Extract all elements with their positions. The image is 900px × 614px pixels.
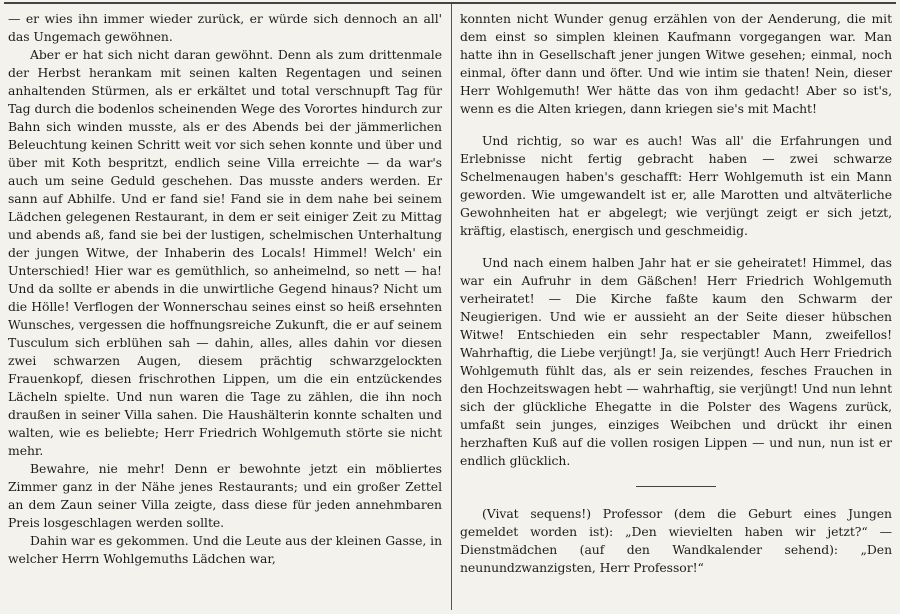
left-paragraph-4: Dahin war es gekommen. Und die Leute aus der kleinen Gasse, in welcher Herrn Wohlgemuths Lädchen war, (8, 533, 442, 566)
anecdote-paragraph: (Vivat sequens!) Professor (dem die Geburt eines Jungen gemeldet worden ist): „Den wievielten haben wir jetzt?“ — Dienstmädchen (auf den Wandkalender sehend): „Den neunundzwanzigsten, Herr Professor!“ (460, 506, 892, 575)
section-separator (636, 486, 716, 487)
left-column (8, 10, 442, 568)
right-column (460, 10, 892, 577)
column-divider (451, 4, 452, 610)
left-paragraph-1: — er wies ihn immer wieder zurück, er würde sich dennoch an all' das Ungemach gewöhnen. (8, 11, 442, 44)
right-paragraph-2: Und richtig, so war es auch! Was all' die Erfahrungen und Erlebnisse nicht fertig gebracht haben — zwei schwarze Schelmenaugen haben's geschafft: Herr Wohlgemuth ist ein Mann geworden. Wie umgewandelt ist er, alle Marotten und altväterliche Gewohnheiten hat er abgelegt; wie verjüngt zeigt er sich jetzt, kräftig, elastisch, energisch und geschmeidig. (460, 133, 892, 238)
right-paragraph-1: konnten nicht Wunder genug erzählen von der Aenderung, die mit dem einst so simplen kleinen Kaufmann vorgegangen war. Man hatte ihn in Gesellschaft jener jungen Witwe gesehen; einmal, noch einmal, öfter dann und öfter. Und wie intim sie thaten! Nein, dieser Herr Wohlgemuth! Wer hätte das von ihm gedacht! Aber so ist's, wenn es die Alten kriegen, dann kriegen sie's mit Macht! (460, 11, 892, 116)
left-paragraph-2: Aber er hat sich nicht daran gewöhnt. Denn als zum drittenmale der Herbst herankam mit seinen kalten Regentagen und seinen anhaltenden Stürmen, als er erkältet und total verschnupft Tag für Tag durch die bodenlos scheinenden Wege des Vorortes hindurch zur Bahn sich winden musste, als er des Abends bei der jämmerlichen Beleuchtung keinen Schritt weit vor sich sehen konnte und über und über mit Koth bespritzt, endlich seine Villa erreichte — da war's auch um seine Geduld geschehen. Das musste anders werden. Er sann auf Abhilfe. Und er fand sie! Fand sie in dem nahe bei seinem Lädchen gelegenen Restaurant, in dem er seit einiger Zeit zu Mittag und abends aß, fand sie bei der lustigen, schelmischen Unterhaltung der jungen Witwe, der Inhaberin des Locals! Himmel! Welch' ein Unterschied! Hier war es gemüthlich, so anheimelnd, so nett — ha! Und da sollte er abends in die unwirtliche Gegend hinaus? Nicht um die Hölle! Verflogen der Wonnerschau seines einst so heiß ersehnten Wunsches, vergessen die hoffnungsreiche Zukunft, die er auf seinem Tusculum sich erblühen sah — dahin, alles, alles dahin vor diesen zwei schwarzen Augen, diesem prächtig schwarzgelockten Frauenkopf, diesen frischrothen Lippen, um die ein entzückendes Lächeln spielte. Und nun waren die Tage zu zählen, die ihn noch draußen in seiner Villa sahen. Die Haushälterin konnte schalten und walten, wie es beliebte; Herr Friedrich Wohlgemuth störte sie nicht mehr. (8, 47, 442, 458)
top-rule (4, 2, 896, 4)
left-paragraph-3: Bewahre, nie mehr! Denn er bewohnte jetzt ein möbliertes Zimmer ganz in der Nähe jenes Restaurants; und ein großer Zettel an dem Zaun seiner Villa zeigte, dass diese für jeden annehmbaren Preis losgeschlagen werden sollte. (8, 461, 442, 530)
right-paragraph-3: Und nach einem halben Jahr hat er sie geheiratet! Himmel, das war ein Aufruhr in dem Gäßchen! Herr Friedrich Wohlgemuth verheiratet! — Die Kirche faßte kaum den Schwarm der Neugierigen. Und wie er aussieht an der Seite dieser hübschen Witwe! Entschieden ein sehr respectabler Mann, zweifellos! Wahrhaftig, die Liebe verjüngt! Ja, sie verjüngt! Auch Herr Friedrich Wohlgemuth fühlt das, als er sein reizendes, fesches Frauchen in den Hochzeitswagen hebt — wahrhaftig, sie verjüngt! Und nun lehnt sich der glückliche Ehegatte in die Polster des Wagens zurück, umfaßt sein junges, einziges Weibchen und drückt ihr einen herzhaften Kuß auf die vollen rosigen Lippen — und nun, nun ist er endlich glücklich. (460, 255, 892, 468)
